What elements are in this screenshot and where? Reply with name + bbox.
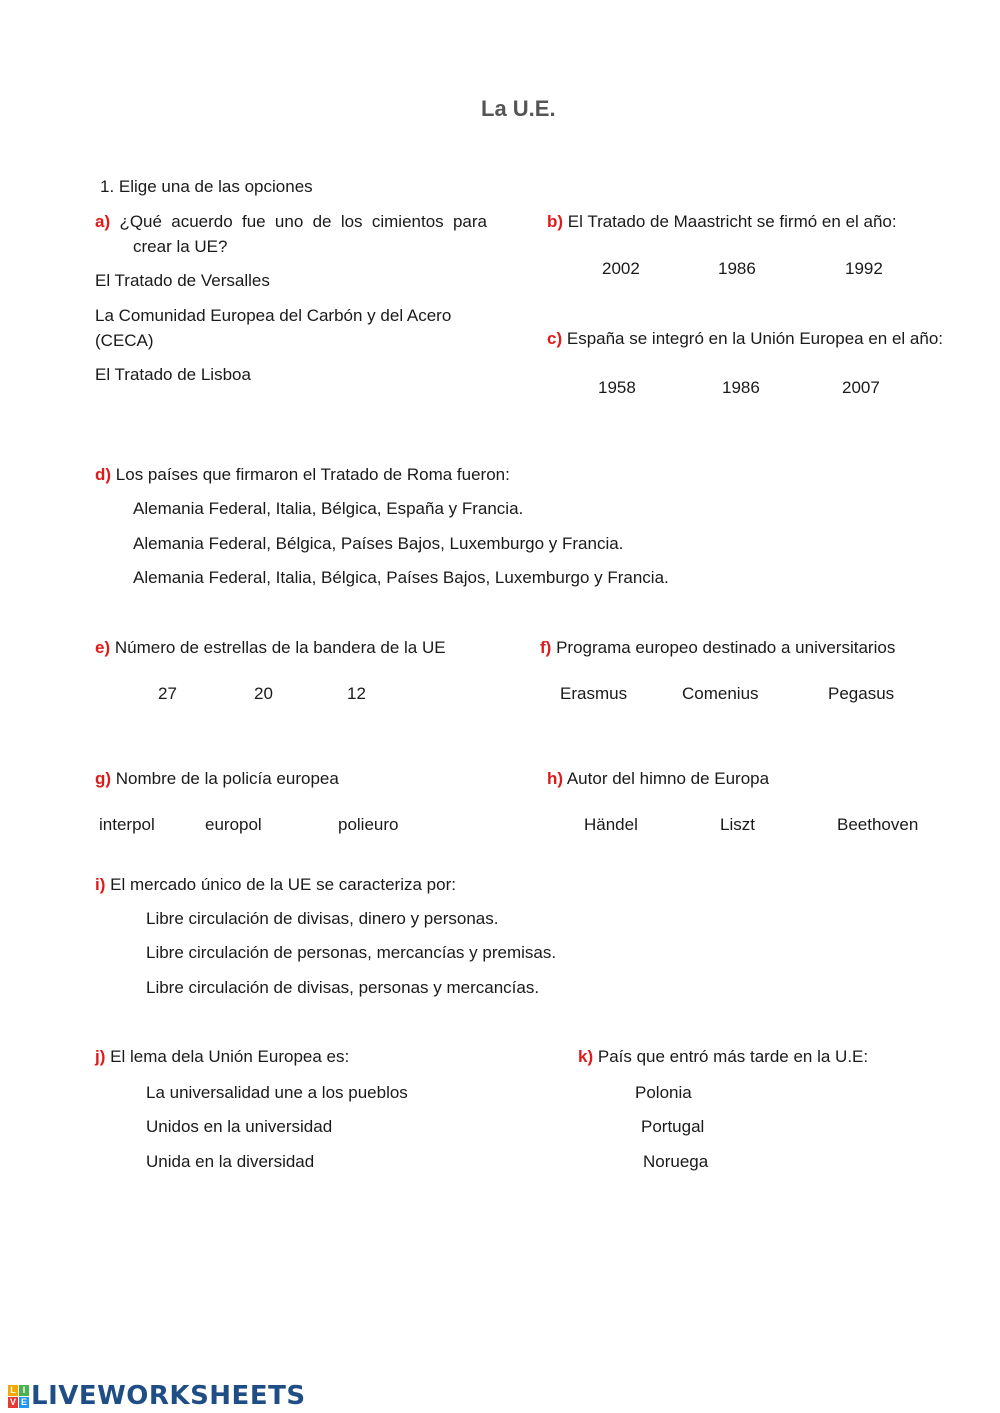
- logo-mark-letter: L: [8, 1385, 18, 1396]
- option-k-1[interactable]: Polonia: [635, 1083, 692, 1102]
- logo-text: LIVEWORKSHEETS: [31, 1381, 306, 1411]
- option-c-1[interactable]: 1958: [598, 378, 636, 397]
- question-k-letter: k): [578, 1047, 594, 1066]
- option-a-3[interactable]: El Tratado de Lisboa: [95, 365, 251, 384]
- question-h-label: Autor del himno de Europa: [566, 769, 770, 788]
- option-f-2[interactable]: Comenius: [682, 684, 759, 703]
- question-j-text: [95, 1046, 349, 1068]
- question-c-label: España se integró en la Unión Europea en el año:: [566, 329, 944, 348]
- logo-mark-letter: I: [19, 1385, 29, 1396]
- option-h-3[interactable]: Beethoven: [837, 815, 919, 834]
- option-f-3[interactable]: Pegasus: [828, 684, 895, 703]
- option-c-2[interactable]: 1986: [722, 378, 760, 397]
- liveworksheets-logo[interactable]: [8, 1381, 306, 1411]
- option-e-2[interactable]: 20: [254, 684, 273, 703]
- option-g-1[interactable]: interpol: [99, 815, 155, 834]
- option-i-3[interactable]: Libre circulación de divisas, personas y mercancías.: [146, 978, 540, 997]
- option-j-1[interactable]: La universalidad une a los pueblos: [146, 1083, 408, 1102]
- question-d-label: Los países que firmaron el Tratado de Roma fueron:: [115, 465, 510, 484]
- question-a-text: [95, 211, 487, 233]
- option-i-1[interactable]: Libre circulación de divisas, dinero y personas.: [146, 909, 499, 928]
- question-j-label: El lema dela Unión Europea es:: [110, 1047, 350, 1066]
- question-g-text: [95, 768, 339, 790]
- question-f-label: Programa europeo destinado a universitarios: [556, 638, 896, 657]
- option-h-2[interactable]: Liszt: [720, 815, 755, 834]
- option-g-2[interactable]: europol: [205, 815, 262, 834]
- question-h-letter: h): [547, 769, 564, 788]
- option-i-2[interactable]: Libre circulación de personas, mercancías y premisas.: [146, 943, 557, 962]
- question-b-text: [547, 211, 897, 233]
- logo-mark-letter: E: [20, 1396, 27, 1407]
- question-k-label: País que entró más tarde en la U.E:: [597, 1047, 869, 1066]
- question-d-letter: d): [95, 465, 112, 484]
- question-i-letter: i): [95, 875, 106, 894]
- question-e-label: Número de estrellas de la bandera de la UE: [114, 638, 446, 657]
- question-k-text: [578, 1046, 868, 1068]
- option-d-1[interactable]: Alemania Federal, Italia, Bélgica, España y Francia.: [133, 499, 524, 518]
- logo-mark-icon: [8, 1385, 29, 1408]
- option-a-1[interactable]: El Tratado de Versalles: [95, 271, 270, 290]
- option-e-3[interactable]: 12: [347, 684, 366, 703]
- question-h-text: [547, 768, 769, 790]
- question-f-text: [540, 637, 895, 659]
- question-j-letter: j): [95, 1047, 106, 1066]
- question-b-label: El Tratado de Maastricht se firmó en el año:: [567, 212, 897, 231]
- option-f-1[interactable]: Erasmus: [560, 684, 628, 703]
- question-b-letter: b): [547, 212, 564, 231]
- question-e-letter: e): [95, 638, 111, 657]
- option-d-3[interactable]: Alemania Federal, Italia, Bélgica, Países Bajos, Luxemburgo y Francia.: [133, 568, 669, 587]
- option-b-2[interactable]: 1986: [718, 259, 756, 278]
- option-a-2-cont[interactable]: (CECA): [95, 331, 154, 350]
- option-e-1[interactable]: 27: [158, 684, 177, 703]
- question-c-letter: c): [547, 329, 563, 348]
- question-g-letter: g): [95, 769, 112, 788]
- question-e-text: [95, 637, 446, 659]
- question-a-line1: ¿Qué acuerdo fue uno de los cimientos para: [119, 212, 487, 231]
- instruction: 1. Elige una de las opciones: [100, 177, 313, 196]
- option-h-1[interactable]: Händel: [584, 815, 638, 834]
- option-b-3[interactable]: 1992: [845, 259, 883, 278]
- question-i-text: [95, 874, 456, 896]
- question-a-line2: crear la UE?: [133, 237, 228, 256]
- option-j-3[interactable]: Unida en la diversidad: [146, 1152, 315, 1171]
- question-c-text: [547, 328, 943, 350]
- question-g-label: Nombre de la policía europea: [115, 769, 339, 788]
- option-c-3[interactable]: 2007: [842, 378, 880, 397]
- logo-mark-letter: V: [9, 1396, 16, 1407]
- option-j-2[interactable]: Unidos en la universidad: [146, 1117, 333, 1136]
- option-a-2[interactable]: La Comunidad Europea del Carbón y del Acero: [95, 306, 452, 325]
- option-k-2[interactable]: Portugal: [641, 1117, 705, 1136]
- option-b-1[interactable]: 2002: [602, 259, 640, 278]
- question-i-label: El mercado único de la UE se caracteriza por:: [110, 875, 456, 894]
- option-g-3[interactable]: polieuro: [338, 815, 399, 834]
- question-f-letter: f): [540, 638, 552, 657]
- page-title: La U.E.: [481, 96, 556, 121]
- question-d-text: [95, 464, 510, 486]
- question-a-letter: a): [95, 212, 111, 231]
- option-d-2[interactable]: Alemania Federal, Bélgica, Países Bajos, Luxemburgo y Francia.: [133, 534, 624, 553]
- option-k-3[interactable]: Noruega: [643, 1152, 709, 1171]
